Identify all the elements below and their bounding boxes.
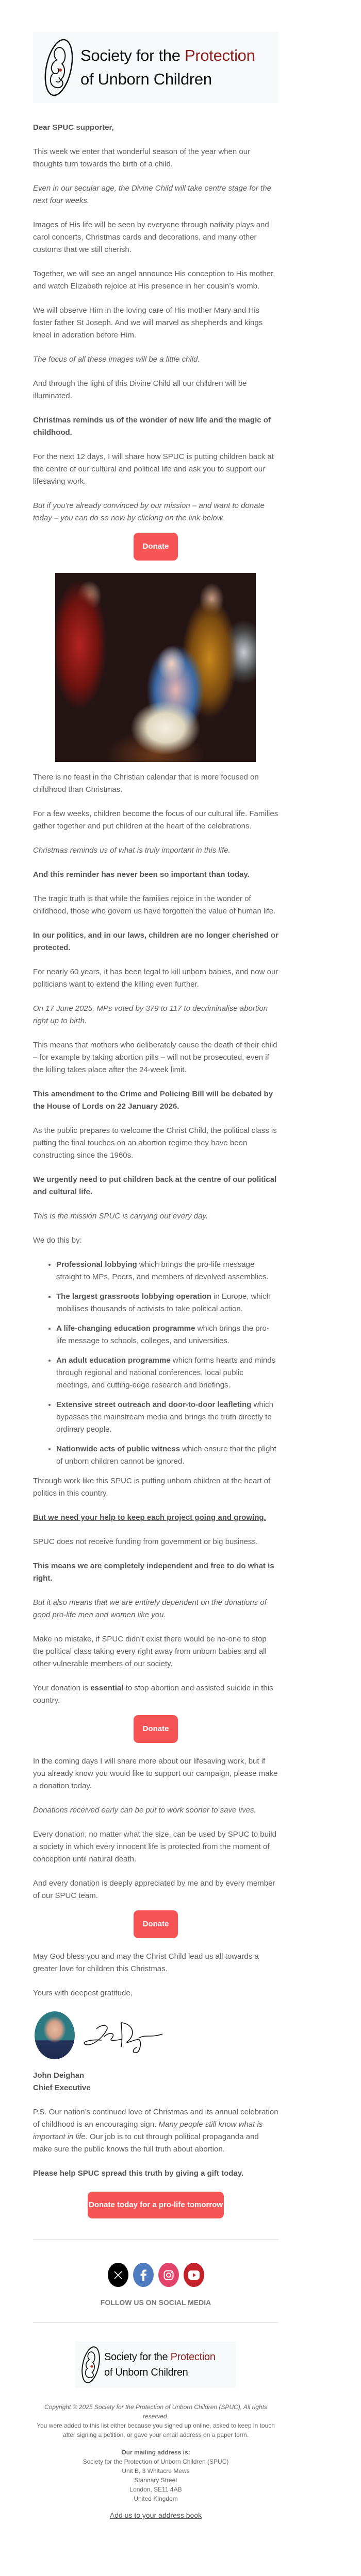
paragraph: [33, 1951, 278, 1975]
address-line: Stannary Street: [134, 2477, 177, 2484]
logo-line-1: Society for the: [80, 46, 185, 64]
text-segment: to stop abortion and assisted suicide in this country.: [33, 1684, 273, 1705]
text-segment: Yours with deepest gratitude,: [33, 1989, 133, 1997]
paragraph: [33, 1039, 278, 1076]
paragraph: [33, 1536, 278, 1548]
paragraph: [33, 414, 278, 439]
text-segment: essential: [90, 1684, 124, 1692]
text-segment: This amendment to the Crime and Policing Bill will be debated by the House of Lords on 22 January 2026.: [33, 1090, 273, 1111]
text-segment: But it also means that we are entirely dependent on the donations of good pro-life men and women like you.: [33, 1598, 267, 1619]
text-segment: This means we are completely independent and free to do what is right.: [33, 1562, 274, 1583]
paragraph: [33, 869, 278, 881]
paragraph: [33, 378, 278, 402]
text-segment: Our job is to cut through political propaganda and make sure the public knows the full truth about abortion.: [33, 2132, 259, 2154]
instagram-icon[interactable]: [158, 2263, 179, 2287]
list-item: [56, 1259, 278, 1283]
signature-block: [33, 2011, 278, 2059]
paragraph: [33, 1475, 278, 1500]
text-segment: Make no mistake, if SPUC didn’t exist there would be no-one to stop the political class taking every right away from unborn babies and all other vulnerable members of our society.: [33, 1635, 267, 1668]
list-item: [56, 1399, 278, 1436]
footer-logo-line-2: of Unborn Children: [104, 2367, 188, 2378]
text-segment: which bypasses the mainstream media and brings the truth directly to ordinary people.: [56, 1400, 273, 1434]
youtube-icon[interactable]: [184, 2263, 204, 2287]
text-segment: The focus of all these images will be a little child.: [33, 355, 200, 364]
text-segment: There is no feast in the Christian calendar that is more focused on childhood than Christmas.: [33, 773, 259, 794]
text-segment: in Europe, which mobilises thousands of activists to take political action.: [56, 1292, 271, 1313]
text-segment: which brings the pro-life message to schools, colleges, and universities.: [56, 1324, 269, 1345]
paragraph: [33, 1633, 278, 1670]
paragraph: [33, 1804, 278, 1817]
paragraph: [33, 1174, 278, 1198]
follow-us-label: FOLLOW US ON SOCIAL MEDIA: [100, 2298, 211, 2307]
paragraph: [33, 893, 278, 918]
text-segment: which forms hearts and minds through regional and national conferences, local public meetings, and cutting-edge research and briefings.: [56, 1356, 276, 1389]
text-segment: John Deighan: [33, 2071, 85, 2080]
text-segment: This week we enter that wonderful season of the year when our thoughts turn towards the birth of a child.: [33, 147, 251, 168]
text-segment: In our politics, and in our laws, children are no longer cherished or protected.: [33, 931, 278, 952]
text-segment: May God bless you and may the Christ Child lead us all towards a greater love for children this Christmas.: [33, 1952, 259, 1973]
address-line: Society for the Protection of Unborn Children (SPUC): [83, 2458, 229, 2465]
paragraph: [33, 122, 278, 134]
text-segment: In the coming days I will share more about our lifesaving work, but if you already know you would like to support our campaign, please make a donation today.: [33, 1757, 278, 1790]
footer-logo-accent: Protection: [170, 2351, 216, 2363]
list-item: [56, 1443, 278, 1468]
logo-accent: Protection: [184, 46, 255, 64]
text-segment: SPUC does not receive funding from government or big business.: [33, 1537, 258, 1546]
text-segment: And through the light of this Divine Child all our children will be illuminated.: [33, 379, 247, 400]
paragraph: [33, 771, 278, 796]
text-segment: Donations received early can be put to work sooner to save lives.: [33, 1806, 256, 1815]
paragraph: [33, 2070, 278, 2094]
address-line: Unit B, 3 Whitacre Mews: [122, 2467, 190, 2475]
text-segment: This is the mission SPUC is carrying out every day.: [33, 1212, 208, 1221]
address-line: United Kingdom: [134, 2495, 178, 2502]
text-segment: Extensive street outreach and door-to-door leafleting: [56, 1400, 252, 1409]
mailing-address-label: Our mailing address is:: [121, 2449, 190, 2456]
paragraph: [33, 1560, 278, 1585]
paragraph: [33, 304, 278, 342]
donate-button[interactable]: Donate: [134, 1910, 178, 1938]
text-segment: which ensure that the plight of unborn children cannot be ignored.: [56, 1445, 276, 1466]
email-container: [33, 32, 278, 2531]
text-segment: Please help SPUC spread this truth by giving a gift today.: [33, 2169, 244, 2178]
donate-button[interactable]: Donate: [134, 533, 178, 561]
list-item: [56, 1291, 278, 1315]
subscription-reason: You were added to this list either because you signed up online, asked to keep in touch after signing a petition, or gave your email address on a paper form.: [37, 2422, 275, 2438]
text-segment: The tragic truth is that while the families rejoice in the wonder of childhood, those who govern us have forgotten the value of human life.: [33, 894, 276, 916]
text-segment: Chief Executive: [33, 2083, 91, 2092]
text-segment: Images of His life will be seen by everyone through nativity plays and carol concerts, Christmas cards and decorations, and many other customs that we still cherish.: [33, 221, 269, 254]
text-segment: Dear SPUC supporter,: [33, 123, 114, 132]
paragraph: [33, 1210, 278, 1223]
text-segment: Nationwide acts of public witness: [56, 1445, 180, 1453]
divider: [33, 2239, 278, 2240]
text-segment: We urgently need to put children back at the centre of our political and cultural life.: [33, 1175, 277, 1196]
text-segment: which brings the pro-life message straight to MPs, Peers, and members of devolved assemblies.: [56, 1260, 269, 1281]
text-segment: But if you're already convinced by our mission – and want to donate today – you can do so now by clicking on the link below.: [33, 501, 265, 522]
paragraph: [33, 966, 278, 991]
ceo-avatar: [35, 2011, 75, 2059]
copyright-text: Copyright © 2025 Society for the Protection of Unborn Children (SPUC), All rights reserved.: [44, 2403, 267, 2420]
text-segment: And every donation is deeply appreciated by me and by every member of our SPUC team.: [33, 1879, 275, 1900]
add-to-address-book-link[interactable]: Add us to your address book: [109, 2511, 202, 2519]
paragraph: [33, 353, 278, 366]
spuc-logo[interactable]: [33, 32, 278, 103]
text-segment: We do this by:: [33, 1236, 82, 1245]
text-segment: Professional lobbying: [56, 1260, 137, 1269]
paragraph: [33, 2106, 278, 2156]
paragraph: [33, 844, 278, 857]
list-item: [56, 1323, 278, 1347]
paragraph: [33, 1125, 278, 1162]
text-segment: Christmas reminds us of what is truly important in this life.: [33, 846, 231, 855]
text-segment: Many people still know what is important in life.: [33, 2120, 263, 2141]
social-links: [33, 2263, 278, 2287]
text-segment: This means that mothers who deliberately cause the death of their child – for example by taking abortion pills – will not be prosecuted, even if the killing takes place after the 24-week limit.: [33, 1041, 277, 1074]
donate-button[interactable]: Donate: [134, 1715, 178, 1743]
text-segment: For the next 12 days, I will share how SPUC is putting children back at the centre of our cultural and political life and ask you to support our lifesaving work.: [33, 452, 274, 486]
x-icon[interactable]: [108, 2263, 128, 2287]
logo-line-2: of Unborn Children: [80, 70, 212, 88]
footer: [33, 2402, 278, 2520]
text-segment: An adult education programme: [56, 1356, 171, 1365]
paragraph: [33, 1828, 278, 1866]
paragraph: [33, 219, 278, 256]
text-segment: As the public prepares to welcome the Christ Child, the political class is putting the final touches on an abortion regime they have been constructing since the 1960s.: [33, 1126, 277, 1160]
text-segment: Even in our secular age, the Divine Child will take centre stage for the next four weeks.: [33, 184, 271, 205]
paragraph: [33, 1987, 278, 1999]
mailing-address: [33, 2448, 278, 2503]
paragraph: [33, 2167, 278, 2180]
letter-body: [33, 122, 278, 2180]
text-segment: A life-changing education programme: [56, 1324, 195, 1333]
paragraph: [33, 1755, 278, 1792]
text-segment: On 17 June 2025, MPs voted by 379 to 117 to decriminalise abortion right up to birth.: [33, 1004, 268, 1025]
paragraph: [33, 1234, 278, 1247]
paragraph: [33, 451, 278, 488]
divider: [33, 2322, 278, 2323]
help-link-text: But we need your help to keep each project going and growing.: [33, 1513, 266, 1522]
text-segment: P.S. Our nation’s continued love of Christmas and its annual celebration of childhood is an encouraging sign.: [33, 2108, 278, 2129]
facebook-icon[interactable]: [133, 2263, 154, 2287]
handwritten-signature: [81, 2019, 163, 2057]
nativity-painting-image: [55, 573, 256, 762]
logo-wordmark: [80, 44, 255, 91]
list-item: [56, 1354, 278, 1392]
text-segment: The largest grassroots lobbying operation: [56, 1292, 211, 1301]
text-segment: We will observe Him in the loving care of His mother Mary and His foster father St Joseph. And we will marvel as shepherds and kings kneel in adoration before Him.: [33, 306, 263, 340]
paragraph: [33, 182, 278, 207]
text-segment: Your donation is: [33, 1684, 91, 1692]
text-segment: Every donation, no matter what the size, can be used by SPUC to build a society in which every innocent life is protected from the moment of conception until natural death.: [33, 1830, 276, 1863]
text-segment: Together, we will see an angel announce His conception to His mother, and watch Elizabeth rejoice at His presence in her cousin’s womb.: [33, 269, 275, 291]
paragraph: [33, 1877, 278, 1902]
activities-list: [33, 1259, 278, 1468]
paragraph: [33, 808, 278, 833]
paragraph: [33, 1088, 278, 1113]
paragraph: [33, 1682, 278, 1707]
paragraph: [33, 500, 278, 524]
fetus-emblem-icon: [44, 37, 73, 98]
paragraph: [33, 146, 278, 171]
fetus-emblem-icon: [81, 2345, 100, 2384]
text-segment: Through work like this SPUC is putting unborn children at the heart of politics in this country.: [33, 1477, 271, 1498]
text-segment: And this reminder has never been so important than today.: [33, 870, 250, 879]
paragraph: [33, 1512, 278, 1524]
paragraph: [33, 268, 278, 293]
footer-logo[interactable]: [75, 2342, 236, 2388]
text-segment: For nearly 60 years, it has been legal to kill unborn babies, and now our politicians want to extend the killing even further.: [33, 968, 278, 989]
footer-logo-wordmark: [104, 2349, 216, 2380]
paragraph: [33, 1597, 278, 1621]
paragraph: [33, 929, 278, 954]
donate-today-button[interactable]: Donate today for a pro-life tomorrow: [88, 2192, 224, 2218]
paragraph: [33, 1003, 278, 1027]
text-segment: Christmas reminds us of the wonder of new life and the magic of childhood.: [33, 416, 271, 437]
address-line: London, SE11 4AB: [129, 2486, 182, 2493]
text-segment: For a few weeks, children become the focus of our cultural life. Families gather together and put children at the heart of the celebrations.: [33, 809, 278, 831]
footer-logo-line-1: Society for the: [104, 2351, 171, 2363]
